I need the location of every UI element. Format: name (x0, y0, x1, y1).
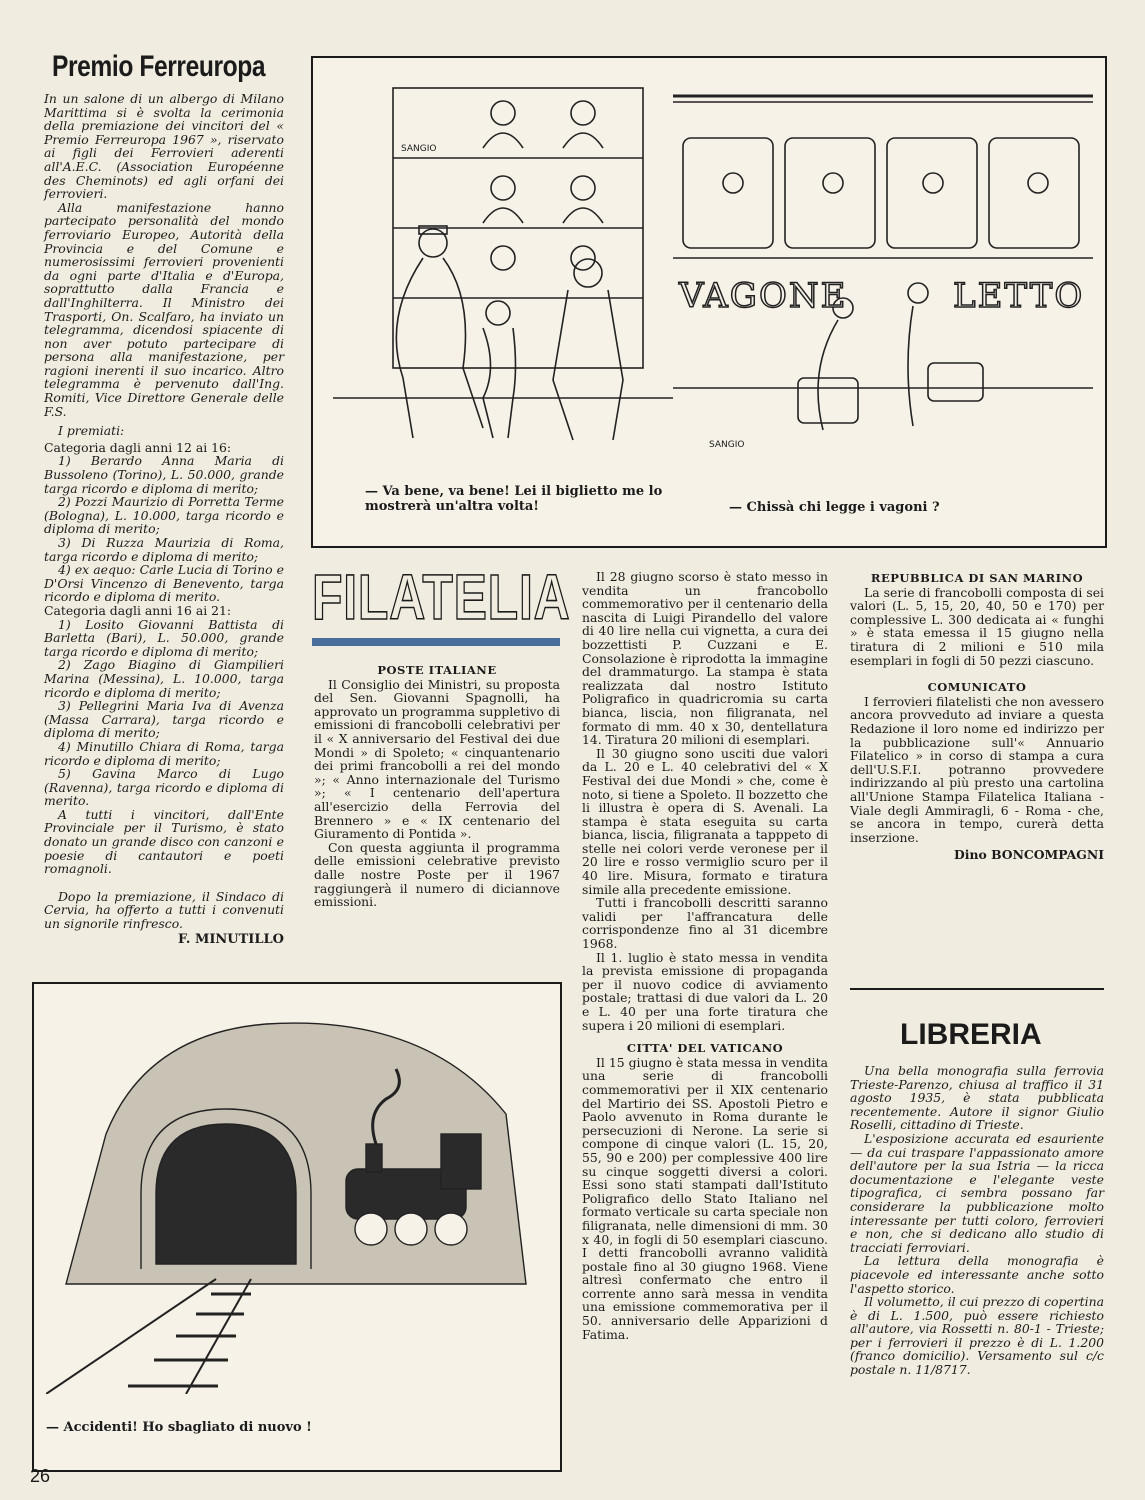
cartoon-tunnel-illustration (46, 994, 546, 1394)
cartoon-ticket-illustration (333, 68, 673, 448)
cartoon-caption-left: — Va bene, va bene! Lei il biglietto me lo mostrerà un'altra volta! (365, 484, 663, 514)
filatelia-paragraph: Tutti i francobolli descritti saranno validi per l'affrancatura delle corrispondenze fino al 31 dicembre 1968. (582, 895, 828, 952)
premio-list-item: 2) Zago Biagino di Giampilieri Marina (Messina), L. 10.000, targa ricordo e diploma di merito; (44, 657, 284, 700)
cartoon-box-top (311, 56, 1107, 548)
cartoon-caption-right: — Chissà chi legge i vagoni ? (729, 500, 940, 515)
premio-list-item: 4) Minutillo Chiara di Roma, targa ricordo e diploma di merito; (44, 738, 284, 768)
article-title-premio: Premio Ferreuropa (52, 50, 266, 83)
comunicato-paragraph: I ferrovieri filatelisti che non avessero ancora provveduto ad inviare a questa Redazione il loro nome ed indirizzo per la pubblicazione sull'« Annuario Filatelico » in corso di stampa a cura dell'U.S.F.I. potranno provvedere indirizzando al più presto una cartolina all'Unione Stampa Filatelica Italiana - Viale degli Ammiragli, 6 - Roma - che, se ancora in tempo, curerà detta inserzione. (850, 693, 1104, 845)
page-number: 26 (30, 1466, 51, 1486)
section-header-san-marino: REPUBBLICA DI SAN MARINO (870, 571, 1084, 585)
premio-list-item: 1) Berardo Anna Maria di Bussoleno (Torino), L. 50.000, grande targa ricordo e diploma di merito; (44, 453, 284, 496)
vaticano-paragraph: Il 15 giugno è stata messa in vendita una serie di francobolli commemorativi per il XIX centenario del Martirio dei SS. Apostoli Pietro e Paolo avvenuto in Roma durante le persecuzioni di Nerone. La serie si compone di cinque valori (L. 15, 20, 55, 90 e 200) per complessive 400 lire su cinque soggetti diversi a colori. Essi sono stati stampati dall'Istituto Poligrafico dello Stato Italiano nel formato verticale su carta speciale non filigranata, nelle dimensioni di mm. 30 x 40, in fogli di 50 esemplari ciascuno. I detti francobolli avranno validità postale fino al 30 giugno 1968. Viene altresì confermato che entro il corrente anno sarà messa in vendita una emissione commemorativa per il 50. anniversario delle Apparizioni d Fatima. (582, 1054, 828, 1342)
sign-vagone: VAGONE (679, 276, 848, 316)
poste-italiane-column (314, 664, 560, 909)
premio-list-item: 2) Pozzi Maurizio di Porretta Terme (Bologna), L. 10.000, targa ricordo e diploma di merito; (44, 494, 284, 537)
premio-article (44, 92, 284, 946)
section-header-comunicato: COMUNICATO (927, 680, 1027, 695)
premio-list-item: 3) Pellegrini Maria Iva di Avenza (Massa Carrara), targa ricordo e diploma di merito; (44, 698, 284, 741)
libreria-paragraph: La lettura della monografia è piacevole ed interessante anche sotto l'aspetto storico. (850, 1253, 1104, 1296)
poste-paragraph: Con questa aggiunta il programma delle emissioni celebrative previsto dalle nostre Poste per il 1967 raggiungerà il numero di diciannove emissioni. (314, 839, 560, 910)
filatelia-right-column (850, 572, 1104, 862)
libreria-paragraph: Una bella monografia sulla ferrovia Trieste-Parenzo, chiusa al traffico il 31 agosto 1935, è stata pubblicata recentemente. Autore il signor Giulio Roselli, cittadino di Trieste. (850, 1063, 1104, 1133)
premio-category: Categoria dagli anni 12 ai 16: (44, 439, 232, 455)
premio-list-item: 1) Losito Giovanni Battista di Barletta (Bari), L. 50.000, grande targa ricordo e diploma di merito; (44, 616, 284, 659)
libreria-paragraph: Il volumetto, il cui prezzo di copertina è di L. 1.500, può essere richiesto all'autore, via Rossetti n. 80-1 - Trieste; per i ferrovieri il prezzo è di L. 1.200 (franco domicilio). Versamento sul c/c postale n. 11/8717. (850, 1294, 1104, 1378)
filatelia-paragraph: Il 28 giugno scorso è stato messo in vendita un francobollo commemorativo per il centenario della nascita di Luigi Pirandello del valore di 40 lire nella cui vignetta, a cura dei bozzettisti P. Cuzzani e E. Consolazione è riprodotta la immagine del drammaturgo. La stampa è stata realizzata dal nostro Istituto Poligrafico in quadricromia su carta bianca, liscia, non filigranata, nel formato di mm. 40 x 30, dentellatura 14. Tiratura 20 milioni di esemplari. (582, 569, 828, 748)
cartoon-sleeper-illustration (673, 88, 1093, 448)
sign-letto: LETTO (953, 276, 1085, 316)
premio-list-item: 3) Di Ruzza Maurizia di Roma, targa ricordo e diploma di merito; (44, 535, 284, 564)
premio-author: F. MINUTILLO (177, 931, 284, 947)
san-marino-paragraph: La serie di francobolli composta di sei valori (L. 5, 15, 20, 40, 50 e 170) per complessive L. 300 dedicata ai « funghi » è stata emessa il 15 giugno nella tiratura di 2 milioni e 510 mila esemplari in fogli di 50 pezzi ciascuno. (850, 584, 1104, 668)
libreria-rule (850, 988, 1104, 990)
poste-paragraph: Il Consiglio dei Ministri, su proposta del Sen. Giovanni Spagnolli, ha approvato un programma suppletivo di emissioni di francobolli celebrativi per il « X anniversario del Festival dei due Mondi » di Spoleto; « cinquantenario dei primi francobolli a rei del mondo »; « Anno internazionale del Turismo »; « I centenario dell'apertura all'esercizio della Ferrovia del Brennero » e « IX centenario del Giuramento di Pontida ». (314, 676, 560, 842)
filatelia-paragraph: Il 1. luglio è stato messa in vendita la prevista emissione di propaganda per il nuovo codice di avviamento postale; trattasi di due valori da L. 20 e L. 40 per una forte tiratura che supera i 20 milioni di esemplari. (582, 949, 828, 1033)
cartoon-signature: SANGIO (401, 144, 437, 154)
libreria-paragraph: L'esposizione accurata ed esauriente — da cui traspare l'appassionato amore dell'autore per la sua Istria — la ricca documentazione e l'elegante veste tipografica, ci sembra possano far considerare la pubblicazione molto interessante per tutti coloro, ferrovieri e non, che si dedicano allo studio di tracciati ferroviari. (850, 1130, 1104, 1255)
cartoon-box-tunnel (32, 982, 562, 1472)
premio-list-item: 5) Gavina Marco di Lugo (Ravenna), targa ricordo e diploma di merito. (44, 766, 284, 809)
premio-paragraph: A tutti i vincitori, dall'Ente Provinciale per il Turismo, è stato donato un grande disco con canzoni e poesie di cantautori e poeti romagnoli. (44, 806, 284, 877)
cartoon-signature: SANGIO (709, 440, 745, 450)
premio-paragraph: I premiati: (58, 423, 125, 439)
section-header-vaticano: CITTA' DEL VATICANO (626, 1041, 784, 1056)
filatelia-author: Dino BONCOMPAGNI (954, 847, 1104, 863)
premio-paragraph: In un salone di un albergo di Milano Marittima si è svolta la cerimonia della premiazione dei vincitori del « Premio Ferreuropa 1967 », riservato ai figli dei Ferrovieri aderenti all'A.E.C. (Association Européenne des Cheminots) ed agli orfani dei ferrovieri. (44, 91, 284, 202)
filatelia-middle-column (582, 570, 828, 1341)
libreria-column (850, 1064, 1104, 1377)
filatelia-paragraph: Il 30 giugno sono usciti due valori da L. 20 e L. 40 celebrativi del « X Festival dei due Mondi » che, come è noto, si tiene a Spoleto. Il bozzetto che li illustra è opera di S. Avenali. La stampa è stata eseguita su carta bianca, liscia, filigranata a tapppeto di stelle nei colori verde veronese per il 20 lire e rosso vermiglio scuro per il 40 lire. Misura, formato e tiratura simile alla precedente emissione. (582, 745, 828, 897)
section-title-libreria: LIBRERIA (900, 1018, 1042, 1051)
premio-paragraph: Alla manifestazione hanno partecipato personalità del mondo ferroviario Europeo, Autorità della Provincia e del Comune e numerosissimi ferrovieri provenienti da ogni parte d'Italia e d'Europa, soprattutto dalla Francia e dall'Inghilterra. Il Ministro dei Trasporti, On. Scalfaro, ha inviato un telegramma, dicendosi spiacente di non aver potuto partecipare di persona alla manifestazione, per ragioni inerenti il suo incarico. Altro telegramma è pervenuto dall'Ing. Romiti, Vice Direttore Generale delle F.S. (44, 199, 284, 419)
section-title-filatelia: FILATELIA (312, 561, 571, 633)
premio-category: Categoria dagli anni 16 ai 21: (44, 602, 232, 618)
cartoon-caption-tunnel: — Accidenti! Ho sbagliato di nuovo ! (46, 1420, 312, 1435)
filatelia-rule (312, 638, 560, 646)
section-header-poste: POSTE ITALIANE (377, 663, 497, 677)
premio-list-item: 4) ex aequo: Carle Lucia di Torino e D'Orsi Vincenzo di Benevento, targa ricordo e diploma di merito. (44, 562, 284, 605)
premio-paragraph: Dopo la premiazione, il Sindaco di Cervia, ha offerto a tutti i convenuti un signorile rinfresco. (44, 888, 284, 932)
